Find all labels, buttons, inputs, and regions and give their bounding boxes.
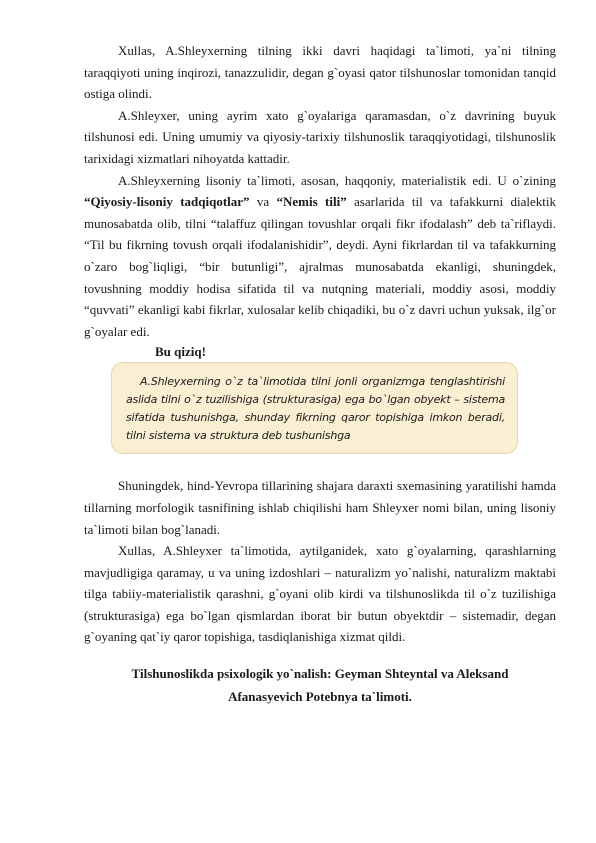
paragraph-3-text-a: A.Shleyxerning lisoniy ta`limoti, asosan, haqqoniy, materialistik edi. U o`zining <box>118 172 556 188</box>
paragraph-3-text-c: va <box>249 194 277 210</box>
paragraph-2: A.Shleyxer, uning ayrim xato g`oyalariga qaramasdan, o`z davrining buyuk tilshunosi edi. Uning umumiy va qiyosiy-tarixiy tilshunoslik taraqqiyotidagi, tilshunoslik tarixidagi xizmatlari nihoyatda kattadir. <box>84 107 556 166</box>
callout-box <box>111 362 518 454</box>
callout-label: Bu qiziq! <box>155 344 206 360</box>
document-page <box>84 40 556 708</box>
paragraph-1: Xullas, A.Shleyxerning tilning ikki davri haqidagi ta`limoti, ya`ni tilning taraqqiyoti uning inqirozi, tanazzulidir, degan g`oyasi qator tilshunoslar tomonidan tanqid ostiga olindi. <box>84 43 556 102</box>
work-title-2: “Nemis tili” <box>276 194 347 210</box>
section-heading-line-1: Tilshunoslikda psixologik yo`nalish: Geyman Shteyntal va Aleksand <box>131 666 509 682</box>
paragraph-4: Shuningdek, hind-Yevropa tillarining shajara daraxti sxemasining yaratilishi hamda tillarning morfologik tasnifining ishlab chiqilishi ham Shleyxer nomi bilan, uning lisoniy ta`limoti bilan bog`lanadi. <box>84 478 556 537</box>
paragraph-5: Xullas, A.Shleyxer ta`limotida, aytilganidek, xato g`oyalarning, qarashlarning mavjudligiga qaramay, u va uning izdoshlari – naturalizm yo`nalishi, naturalizm maktabi tilga tabiiy-materialistik qarashni, g`oyani olib kirdi va tilshunoslikda til o`z tuzilishiga (strukturasiga) ega bo`lgan qismlardan iborat bir butun obyektdir – sistemadir, degan g`oyaning qat`iy qaror topishiga, tasdiqlanishiga xizmat qildi. <box>84 543 556 645</box>
work-title-1: “Qiyosiy-lisoniy tadqiqotlar” <box>84 194 250 210</box>
callout-text: A.Shleyxerning o`z ta`limotida tilni jonli organizmga tenglashtirishi aslida tilni o`z tuzilishiga (strukturasiga) ega bo`lgan obyekt – sistema sifatida tushunishga, shunday fikrning qaror topishiga imkon beradi, tilni sistema va struktura deb tushunishga <box>126 375 505 443</box>
section-heading <box>84 662 556 708</box>
section-heading-line-2: Afanasyevich Potebnya ta`limoti. <box>228 689 412 705</box>
paragraph-3-text-d: asarlarida til va tafakkurni dialektik munosabatda olib, tilni “talaffuz qilingan tovushlar orqali fikr ifodalash” deb ta`riflaydi. “Til bu fikrning tovush orqali ifodalanishidir”, deydi. Ayni fikrlardan til va tafakkurning o`zaro bog`liqligi, “bir butunligi”, ajralmas munosabatda ekanligi, shuningdek, tovushning moddiy hodisa sifatida til va nutqning materiali, moddiy asosi, moddiy “quvvati” ekanligi kabi fikrlar, xulosalar kelib chiqadiki, bu o`z davri uchun yuksak, ilg`or g`oyalar edi. <box>84 194 556 339</box>
paragraph-3 <box>84 170 556 343</box>
